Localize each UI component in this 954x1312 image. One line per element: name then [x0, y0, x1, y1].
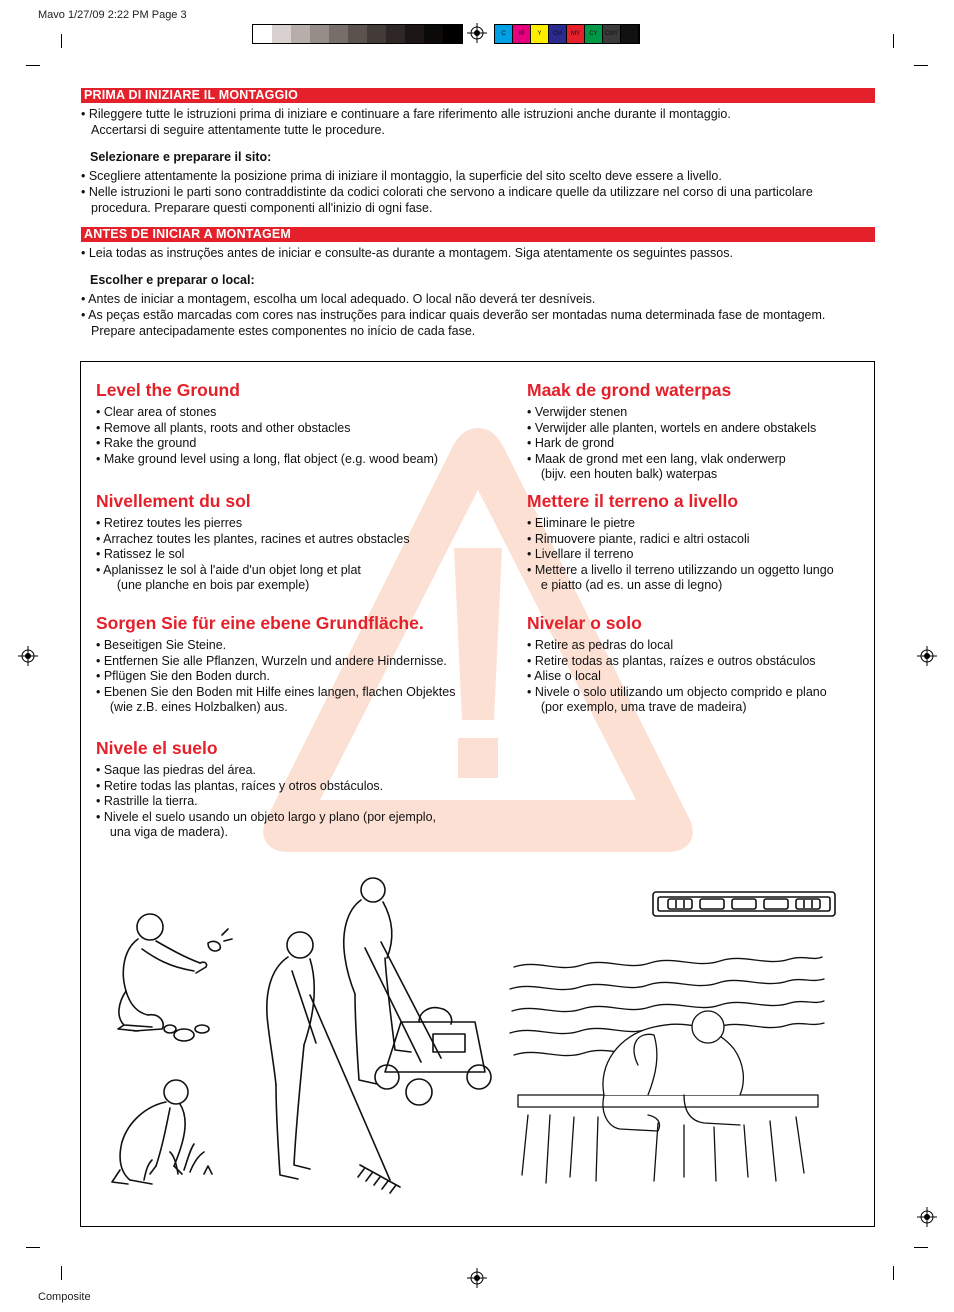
list-french [96, 516, 410, 594]
list-item-portuguese: • Alise o local [527, 669, 601, 683]
title-portuguese: Nivelar o solo [527, 613, 642, 633]
person-removing-plants-illustration [104, 1070, 234, 1195]
slug-footer: Composite [38, 1291, 91, 1303]
registration-mark-icon [917, 646, 937, 666]
list-item-german: • Beseitigen Sie Steine. [96, 638, 227, 652]
grey-swatch [348, 25, 367, 43]
italian-bullet-1-cont: Accertarsi di seguire attentamente tutte le procedure. [91, 123, 385, 137]
list-item-italian: e piatto (ad es. un asse di legno) [527, 578, 723, 592]
italian-bullet-2: • Scegliere attentamente la posizione prima di iniziare il montaggio, la superficie del sito scelto deve essere a livello. [81, 169, 722, 183]
italian-bullet-3: • Nelle istruzioni le parti sono contraddistinte da codici colorati che servono a indicare quelle da utilizzare nel corso di una particolare [81, 185, 813, 199]
list-item-english: • Rake the ground [96, 436, 197, 450]
list-item-english: • Remove all plants, roots and other obstacles [96, 420, 351, 435]
list-item-dutch: • Maak de grond met een lang, vlak onderwerp [527, 451, 786, 466]
list-item-italian: • Mettere a livello il terreno utilizzando un oggetto lungo [527, 562, 834, 577]
grey-swatch [291, 25, 310, 43]
grey-swatch [253, 25, 272, 43]
list-item-french: • Ratissez le sol [96, 547, 185, 561]
color-swatch: K [621, 25, 639, 43]
list-item-dutch: • Hark de grond [527, 436, 615, 450]
portuguese-bullet-3: • As peças estão marcadas com cores nas instruções para indicar quais deverão ser montadas numa determinada fase de montagem. [81, 308, 826, 322]
crop-mark [61, 1266, 62, 1280]
grey-swatch [367, 25, 386, 43]
section-heading-italian: PRIMA DI INIZIARE IL MONTAGGIO [81, 88, 875, 103]
crop-mark [26, 1247, 40, 1248]
portuguese-bullet-3-cont: Prepare antecipadamente estes componentes no início de cada fase. [91, 324, 476, 338]
grey-scale-bar [252, 24, 463, 44]
list-item-spanish: • Retire todas las plantas, raíces y otros obstáculos. [96, 778, 384, 793]
grey-swatch [272, 25, 291, 43]
list-english [96, 405, 438, 467]
list-item-spanish: • Saque las piedras del área. [96, 763, 257, 777]
list-item-spanish: una viga de madera). [96, 825, 229, 839]
color-swatch: CM [549, 25, 567, 43]
grey-swatch [443, 25, 462, 43]
list-item-portuguese: • Nivele o solo utilizando um objecto comprido e plano [527, 684, 827, 699]
section-heading-portuguese: ANTES DE INICIAR A MONTAGEM [81, 227, 875, 242]
title-spanish: Nivele el suelo [96, 738, 218, 758]
list-item-french: (une planche en bois par exemple) [96, 578, 310, 592]
list-item-french: • Aplanissez le sol à l'aide d'un objet long et plat [96, 562, 361, 577]
list-spanish [96, 763, 436, 841]
list-item-german: • Entfernen Sie alle Pflanzen, Wurzeln und andere Hindernisse. [96, 653, 447, 668]
crop-mark [893, 1266, 894, 1280]
list-item-german: • Pflügen Sie den Boden durch. [96, 669, 270, 683]
crop-mark [914, 1247, 928, 1248]
list-item-portuguese: (por exemplo, uma trave de madeira) [527, 700, 747, 714]
portuguese-bullet-2: • Antes de iniciar a montagem, escolha um local adequado. O local não deverá ter desníveis. [81, 292, 596, 306]
portuguese-subheading: Escolher e preparar o local: [90, 273, 255, 287]
list-item-english: • Make ground level using a long, flat object (e.g. wood beam) [96, 451, 439, 466]
grey-swatch [405, 25, 424, 43]
title-italian: Mettere il terreno a livello [527, 491, 739, 511]
list-item-spanish: • Nivele el suelo usando un objeto largo y plano (por ejemplo, [96, 809, 437, 824]
registration-mark-icon [467, 1268, 487, 1288]
list-portuguese [527, 638, 827, 716]
italian-bullet-1: • Rileggere tutte le istruzioni prima di iniziare e continuare a fare riferimento alle istruzioni anche durante il montaggio. [81, 107, 731, 121]
color-swatch: MY [567, 25, 585, 43]
list-item-dutch: (bijv. een houten balk) waterpas [527, 467, 718, 481]
list-item-french: • Arrachez toutes les plantes, racines et autres obstacles [96, 531, 410, 546]
color-swatch: C [495, 25, 513, 43]
registration-mark-icon [467, 23, 487, 43]
spirit-level-illustration [652, 891, 836, 917]
color-swatch: CMY [603, 25, 621, 43]
list-item-dutch: • Verwijder alle planten, wortels en andere obstakels [527, 420, 817, 435]
list-german [96, 638, 455, 716]
slug-header: Mavo 1/27/09 2:22 PM Page 3 [38, 9, 187, 21]
list-item-italian: • Eliminare le pietre [527, 516, 635, 530]
list-item-portuguese: • Retire todas as plantas, raízes e outros obstáculos [527, 653, 816, 668]
title-french: Nivellement du sol [96, 491, 251, 511]
crop-mark [26, 65, 40, 66]
list-dutch [527, 405, 816, 483]
color-swatch: M [513, 25, 531, 43]
title-english: Level the Ground [96, 380, 240, 400]
registration-mark-icon [917, 1207, 937, 1227]
cmyk-color-bar [494, 24, 640, 44]
list-item-italian: • Livellare il terreno [527, 547, 634, 561]
list-item-spanish: • Rastrille la tierra. [96, 794, 198, 808]
list-item-german: (wie z.B. eines Holzbalken) aus. [96, 700, 288, 714]
person-mowing-illustration [325, 872, 500, 1107]
color-swatch: Y [531, 25, 549, 43]
portuguese-bullet-1: • Leia todas as instruções antes de iniciar e consulte-as durante a montagem. Siga atentamente os seguintes passos. [81, 246, 733, 260]
list-item-english: • Clear area of stones [96, 405, 217, 419]
person-clearing-stones-illustration [104, 905, 234, 1055]
list-item-dutch: • Verwijder stenen [527, 405, 628, 419]
italian-bullet-3-cont: procedura. Preparare questi componenti all'inizio di ogni fase. [91, 201, 433, 215]
grey-swatch [310, 25, 329, 43]
grey-swatch [329, 25, 348, 43]
title-german: Sorgen Sie für eine ebene Grundfläche. [96, 613, 424, 633]
person-leveling-ground-illustration [508, 945, 828, 1185]
list-item-french: • Retirez toutes les pierres [96, 516, 243, 530]
crop-mark [61, 34, 62, 48]
color-swatch: CY [585, 25, 603, 43]
crop-mark [914, 65, 928, 66]
list-item-italian: • Rimuovere piante, radici e altri ostacoli [527, 531, 750, 546]
crop-mark [893, 34, 894, 48]
title-dutch: Maak de grond waterpas [527, 380, 732, 400]
list-item-portuguese: • Retire as pedras do local [527, 638, 674, 652]
italian-subheading: Selezionare e preparare il sito: [90, 150, 272, 164]
list-italian [527, 516, 834, 594]
grey-swatch [386, 25, 405, 43]
grey-swatch [424, 25, 443, 43]
list-item-german: • Ebenen Sie den Boden mit Hilfe eines langen, flachen Objektes [96, 684, 456, 699]
registration-mark-icon [18, 646, 38, 666]
